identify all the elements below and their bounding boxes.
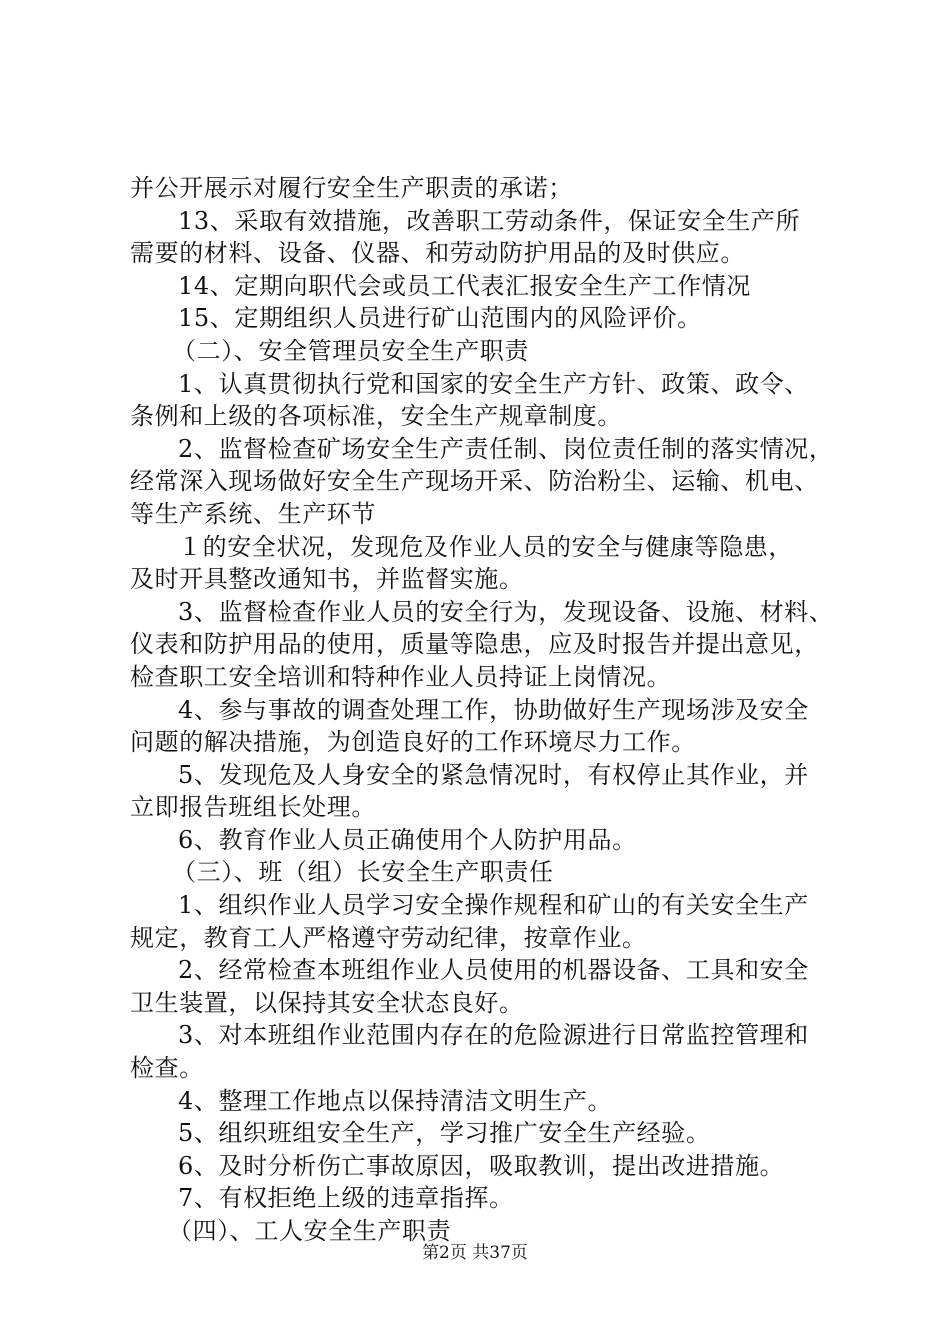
text-line: 4、整理工作地点以保持清洁文明生产。 <box>178 1086 613 1115</box>
text-line: 规定，教育工人严格遵守劳动纪律，按章作业。 <box>130 923 647 952</box>
text-line: 14、定期向职代会或员工代表汇报安全生产工作情况 <box>178 271 751 300</box>
text-line: 等生产系统、生产环节 <box>130 499 376 528</box>
text-line: 7、有权拒绝上级的违章指挥。 <box>178 1184 514 1213</box>
text-line: 卫生装置，以保持其安全状态良好。 <box>130 988 524 1017</box>
text-line: 仪表和防护用品的使用，质量等隐患，应及时报告并提出意见， <box>130 630 819 659</box>
text-line: 6、及时分析伤亡事故原因，吸取教训，提出改进措施。 <box>178 1151 785 1180</box>
text-line: 经常深入现场做好安全生产现场开采、防治粉尘、运输、机电、 <box>130 467 819 496</box>
section-heading: （二）、安全管理员安全生产职责 <box>172 336 529 365</box>
page-number-footer: 第2页 共37页 <box>422 1243 528 1263</box>
text-line: １的安全状况，发现危及作业人员的安全与健康等隐患， <box>178 532 793 561</box>
text-line: 检查职工安全培训和特种作业人员持证上岗情况。 <box>130 662 672 691</box>
section-heading: （四）、工人安全生产职责 <box>168 1217 452 1245</box>
text-line: 立即报告班组长处理。 <box>130 793 376 822</box>
section-heading: （三）、班（组）长安全生产职责任 <box>172 858 554 887</box>
text-line: 1、组织作业人员学习安全操作规程和矿山的有关安全生产 <box>178 891 809 920</box>
text-line: 15、定期组织人员进行矿山范围内的风险评价。 <box>178 304 702 333</box>
text-line: 检查。 <box>130 1054 204 1083</box>
text-line: 条例和上级的各项标准，安全生产规章制度。 <box>130 402 622 431</box>
text-line: 1、认真贯彻执行党和国家的安全生产方针、政策、政令、 <box>178 369 809 398</box>
text-line: 及时开具整改通知书，并监督实施。 <box>130 565 524 594</box>
text-line: 4、参与事故的调查处理工作，协助做好生产现场涉及安全 <box>178 695 809 724</box>
text-line: 5、发现危及人身安全的紧急情况时，有权停止其作业，并 <box>178 760 809 789</box>
text-line: 问题的解决措施，为创造良好的工作环境尽力工作。 <box>130 728 696 757</box>
text-line: 3、对本班组作业范围内存在的危险源进行日常监控管理和 <box>178 1021 809 1050</box>
text-line: 3、监督检查作业人员的安全行为，发现设备、设施、材料、 <box>178 597 834 626</box>
text-line: 2、监督检查矿场安全生产责任制、岗位责任制的落实情况， <box>178 434 834 463</box>
text-line: 需要的材料、设备、仪器、和劳动防护用品的及时供应。 <box>130 239 745 268</box>
text-line: 5、组织班组安全生产，学习推广安全生产经验。 <box>178 1119 711 1148</box>
text-line: 6、教育作业人员正确使用个人防护用品。 <box>178 825 637 854</box>
text-line: 2、经常检查本班组作业人员使用的机器设备、工具和安全 <box>178 956 809 985</box>
text-line: 并公开展示对履行安全生产职责的承诺； <box>130 174 573 202</box>
text-line: 13、采取有效措施，改善职工劳动条件，保证安全生产所 <box>178 206 801 235</box>
document-body <box>130 172 850 1248</box>
